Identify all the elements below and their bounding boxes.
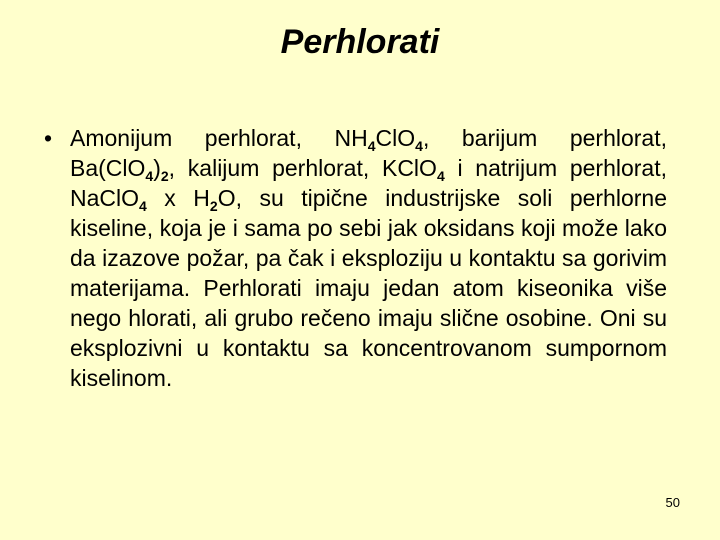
- page-number: 50: [665, 495, 680, 510]
- subscript: 4: [436, 168, 445, 184]
- text-segment: ClO: [375, 125, 416, 151]
- slide-content: [44, 123, 674, 393]
- subscript: 2: [209, 198, 218, 214]
- text-segment: ): [153, 155, 161, 181]
- text-segment: Amonijum perhlorat, NH: [70, 125, 368, 151]
- bullet-item: [44, 123, 674, 393]
- subscript: 4: [415, 138, 423, 154]
- text-segment: , barijum perhlorat, Ba(ClO: [70, 125, 668, 181]
- text-segment: x H: [146, 185, 210, 211]
- subscript: 2: [160, 168, 169, 184]
- text-segment: , kalijum perhlorat, KClO: [168, 155, 437, 181]
- slide-title: Perhlorati: [280, 23, 440, 61]
- text-segment: i natrijum perhlorat, NaClO: [70, 155, 667, 211]
- subscript: 4: [145, 168, 154, 184]
- bullet-text: [70, 123, 667, 393]
- subscript: 4: [139, 198, 147, 214]
- subscript: 4: [367, 138, 376, 154]
- text-segment: O, su tipične industrijske soli perhlorne kiseline, koja je i sama po sebi jak oksidans koji može lako da izazove požar, pa čak i eksploziju u kontaktu sa gorivim materijama. Perhlorati imaju jedan atom kiseonika više nego hlorati, ali grubo rečeno imaju slične osobine. Oni su eksplozivni u kontaktu sa koncentrovanom sumpornom kiselinom.: [70, 185, 667, 391]
- bullet-icon: •: [44, 125, 53, 151]
